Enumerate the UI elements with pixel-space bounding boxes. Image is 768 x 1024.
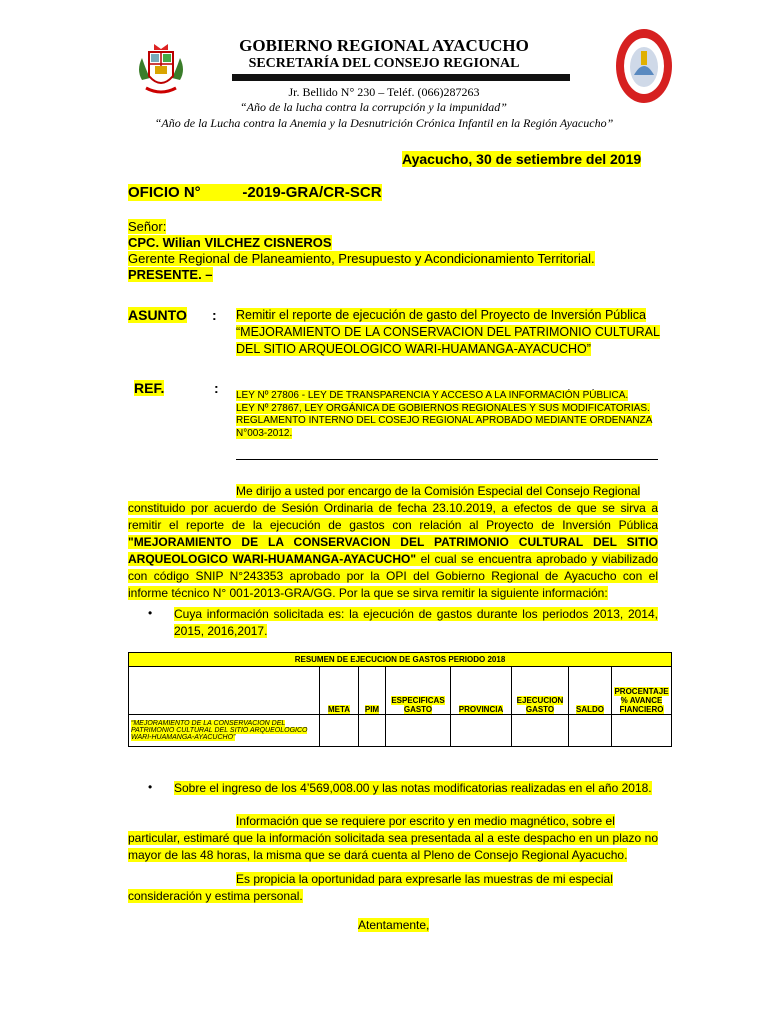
p1-lead: Me dirijo a usted por encargo de la Comisión Especial del Consejo Regional — [236, 484, 641, 498]
ref-line-1: LEY Nº 27806 - LEY DE TRANSPARENCIA Y ACCESO A LA INFORMACIÓN PÚBLICA. — [236, 390, 629, 401]
ref-colon: : — [214, 380, 219, 396]
body-paragraph-1 — [128, 483, 658, 602]
body-paragraph-2 — [128, 813, 658, 864]
bullet-dot-1: • — [148, 606, 153, 620]
expense-summary-table — [128, 652, 672, 747]
col-provincia: PROVINCIA — [458, 705, 504, 714]
motto-1: “Año de la lucha contra la corrupción y la impunidad” — [240, 100, 507, 114]
oficio-number: OFICIO N° -2019-GRA/CR-SCR — [128, 184, 382, 201]
asunto-label: ASUNTO — [128, 307, 187, 323]
closing-text: Atentamente, — [358, 918, 430, 932]
p1-project-name: "MEJORAMIENTO DE LA CONSERVACION DEL PATRIMONIO CULTURAL DEL SITIO ARQUEOLOGICO WARI-HUAMANGA-AYACUCHO" — [128, 535, 658, 566]
org-title: GOBIERNO REGIONAL AYACUCHO — [239, 36, 529, 55]
cell-saldo — [569, 715, 612, 747]
table-title: RESUMEN DE EJECUCION DE GASTOS PERIODO 2018 — [129, 653, 672, 667]
col-porcentaje: PROCENTAJE % AVANCE FIANCIERO — [614, 687, 669, 714]
ref-line-4: N°003-2012. — [236, 427, 293, 439]
col-ejecucion: EJECUCION GASTO — [516, 696, 564, 714]
col-meta: META — [327, 705, 351, 714]
col-saldo: SALDO — [576, 705, 604, 714]
motto-2: “Año de la Lucha contra la Anemia y la Desnutrición Crónica Infantil en la Región Ayacucho” — [154, 116, 614, 130]
body-paragraph-3 — [128, 871, 658, 905]
cell-provincia — [451, 715, 512, 747]
table-project-cell: “MEJORAMIENTO DE LA CONSERVACION DEL PATRIMONIO CULTURAL DEL SITIO ARQUEOLOGICO WARI-HUAMANGA-AYACUCHO” — [131, 720, 308, 741]
cell-meta — [320, 715, 359, 747]
header-divider — [232, 74, 570, 81]
salutation: Señor: — [128, 219, 167, 234]
cell-ejecucion — [512, 715, 569, 747]
asunto-line-2: “MEJORAMIENTO DE LA CONSERVACION DEL PATRIMONIO CULTURAL — [236, 325, 660, 339]
p3-text: consideración y estima personal. — [128, 889, 303, 903]
asunto-colon: : — [212, 307, 217, 323]
table-header-empty — [129, 667, 320, 715]
p2-text: particular, estimaré que la información solicitada sea presentada al a este despacho en un plazo no mayor de las 48 horas, la misma que se dará cuenta al Pleno de Consejo Regional Ayacucho. — [128, 831, 658, 862]
cell-pim — [359, 715, 386, 747]
asunto-text — [236, 307, 660, 358]
asunto-line-3: DEL SITIO ARQUEOLOGICO WARI-HUAMANGA-AYACUCHO” — [236, 342, 591, 356]
bullet-item-2 — [174, 780, 658, 797]
col-especificas: ESPECIFICAS GASTO — [391, 696, 445, 714]
col-pim: PIM — [364, 705, 380, 714]
p1-text-a: constituido por acuerdo de Sesión Ordinaria de fecha 23.10.2019, a efectos de que se sirva a remitir el reporte de la ejecución de gastos con relación al Proyecto de Inversión Pública — [128, 501, 658, 532]
recipient-name: CPC. Wilian VILCHEZ CISNEROS — [128, 235, 332, 250]
ref-line-2: LEY Nº 27867, LEY ORGÁNICA DE GOBIERNOS REGIONALES Y SUS MODIFICATORIAS. — [236, 402, 650, 414]
recipient-position: Gerente Regional de Planeamiento, Presupuesto y Acondicionamiento Territorial. — [128, 251, 595, 266]
asunto-line-1: Remitir el reporte de ejecución de gasto del Proyecto de Inversión Pública — [236, 308, 646, 322]
ref-text — [236, 390, 658, 440]
cell-especificas — [386, 715, 451, 747]
presente: PRESENTE. – — [128, 267, 213, 282]
ref-divider — [236, 459, 658, 460]
bullet-item-1 — [174, 606, 658, 640]
p1-text-b: el cual se encuentra aprobado y viabilizado con código SNIP N°243353 aprobado por la OPI del Gobierno Regional de Ayacucho con el informe técnico N° 001-2013-GRA/GG. Por la que se sirva remitir la siguiente información: — [128, 552, 659, 600]
ref-label: REF. — [134, 380, 165, 396]
bullet-1-text: Cuya información solicitada es: la ejecución de gastos durante los periodos 2013, 2014, 2015, 2016,2017. — [174, 607, 658, 638]
bullet-2-text: Sobre el ingreso de los 4’569,008.00 y las notas modificatorias realizadas en el año 2018. — [174, 781, 652, 795]
header-address: Jr. Bellido N° 230 – Teléf. (066)287263 — [288, 85, 480, 99]
p2-lead: Información que se requiere por escrito y en medio magnético, sobre el — [236, 814, 615, 828]
dept-title: SECRETARÍA DEL CONSEJO REGIONAL — [248, 56, 520, 71]
closing — [358, 918, 429, 932]
p3-lead: Es propicia la oportunidad para expresarle las muestras de mi especial — [236, 872, 613, 886]
document-date: Ayacucho, 30 de setiembre del 2019 — [402, 151, 642, 167]
bullet-dot-2: • — [148, 780, 153, 794]
ref-line-3: REGLAMENTO INTERNO DEL COSEJO REGIONAL APROBADO MEDIANTE ORDENANZA — [236, 415, 653, 426]
cell-porcentaje — [612, 715, 672, 747]
